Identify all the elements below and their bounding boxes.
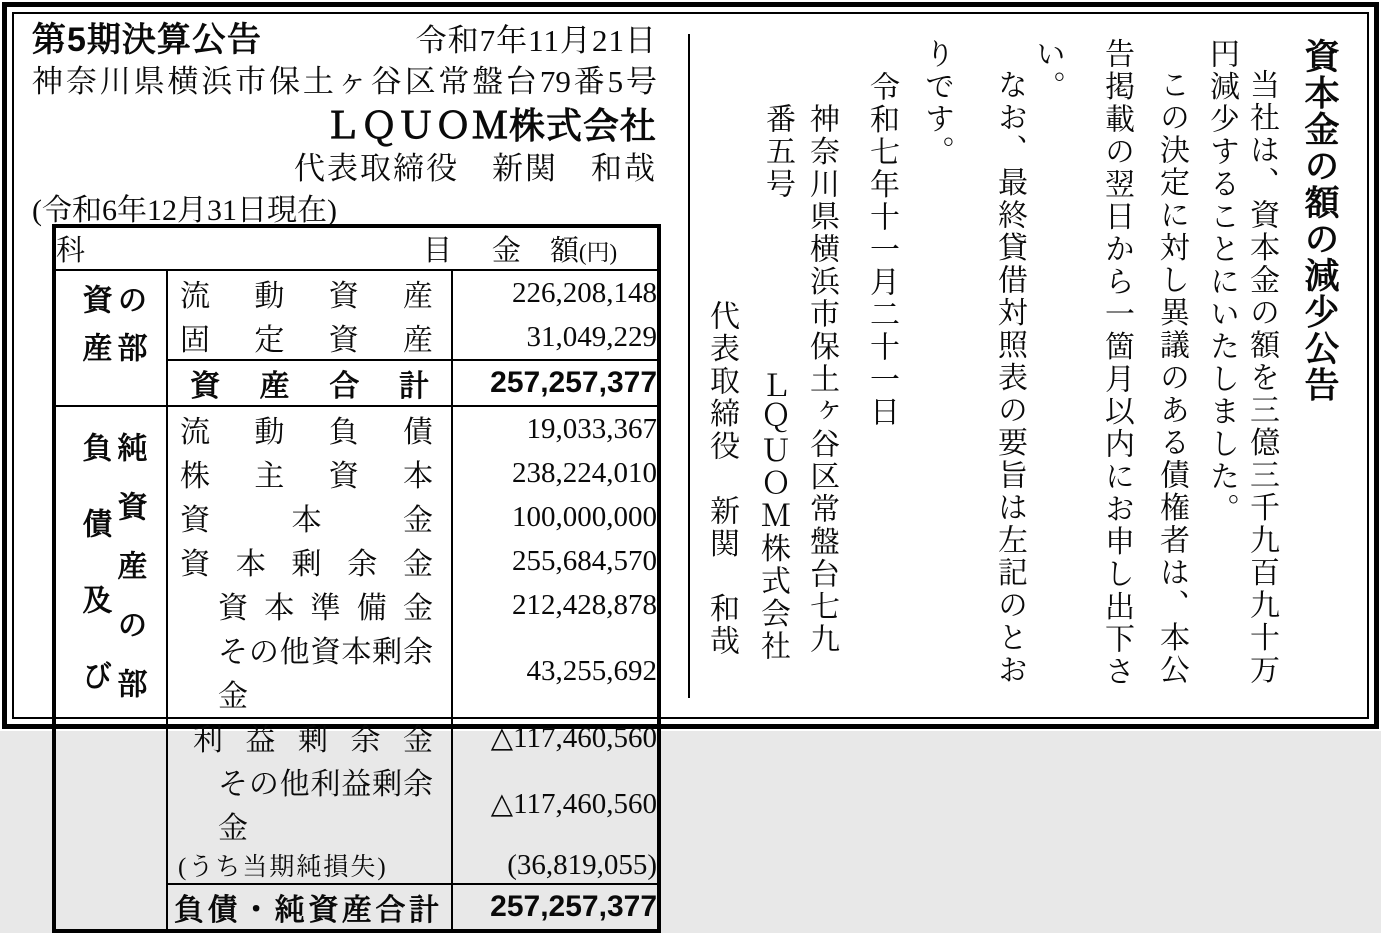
row-amount: 257,257,377 — [452, 360, 659, 406]
group-liab-col1: 負債及び — [77, 432, 111, 736]
title-row — [32, 12, 657, 59]
row-amount: (36,819,055) — [452, 847, 659, 884]
row-amount: △117,460,560 — [452, 759, 659, 847]
row-label: 資本準備金 — [218, 592, 434, 625]
header-amount — [452, 226, 659, 270]
row-amount: 19,033,367 — [452, 406, 659, 451]
publication-date: 令和7年11月21日 — [415, 23, 657, 58]
notice-line: この決定に対し異議のある債権者は、本公 — [1155, 69, 1188, 687]
row-amount: 43,255,692 — [452, 627, 659, 715]
group-liab-col2: 純資産の部 — [112, 432, 146, 727]
notice-representative: 代表取締役 新関 和哉 — [705, 300, 738, 658]
row-label: 固定資産 — [180, 324, 434, 357]
row-label: (うち当期純損失) — [178, 854, 388, 881]
row-label: その他利益剰余金 — [218, 768, 434, 845]
row-amount: 31,049,229 — [452, 315, 659, 360]
notice-heading: 資本金の額の減少公告 — [1300, 38, 1339, 403]
table-row — [54, 270, 659, 315]
row-label: 資本剰余金 — [180, 548, 434, 581]
row-label: 株主資本 — [180, 460, 434, 493]
notice-line: 当社は、資本金の額を三億三千九百九十万 — [1245, 69, 1278, 687]
notice-line: なお、最終貸借対照表の要旨は左記のとお — [993, 69, 1026, 687]
notice-date: 令和七年十一月二十一日 — [865, 71, 898, 429]
notice-address-line1: 神奈川県横浜市保土ヶ谷区常盤台七九 — [805, 103, 838, 656]
notice-line: い。 — [1031, 38, 1064, 103]
representative-name: 代表取締役 新関 和哉 — [294, 151, 657, 186]
row-label: 利益剰余金 — [193, 724, 434, 757]
row-label: 資本金 — [180, 504, 434, 537]
balance-sheet-table — [52, 224, 661, 933]
row-amount: △117,460,560 — [452, 715, 659, 759]
row-amount: 257,257,377 — [452, 884, 659, 931]
row-amount: 238,224,010 — [452, 451, 659, 495]
group-assets-col2: の部 — [112, 284, 146, 380]
row-amount: 226,208,148 — [452, 270, 659, 315]
company-address: 神奈川県横浜市保土ヶ谷区常盤台79番5号 — [32, 64, 657, 99]
row-label: 流動負債 — [167, 406, 452, 451]
header-item: 科目 — [54, 226, 452, 270]
row-label: 流動資産 — [180, 280, 434, 313]
company-name: ＬＱＵＯＭ株式会社 — [323, 105, 657, 146]
header-amount-unit: (円) — [578, 240, 618, 265]
caption-note: (令和6年12月31日現在) — [32, 194, 337, 227]
notice-company-name: ＬＱＵＯＭ株式会社 — [756, 370, 789, 663]
row-amount: 212,428,878 — [452, 583, 659, 627]
column-divider-rule — [688, 34, 690, 698]
row-label: 負債・純資産合計 — [167, 884, 452, 931]
group-assets-col1: 資産 — [77, 284, 111, 380]
balance-sheet-caption — [32, 185, 657, 227]
row-amount: 100,000,000 — [452, 495, 659, 539]
table-row — [54, 406, 659, 451]
table-header-row — [54, 226, 659, 270]
header-amount-label: 金 額 — [491, 235, 579, 267]
left-header-block — [32, 12, 657, 227]
row-label: その他資本剰余金 — [218, 636, 434, 713]
notice-address-line2: 番五号 — [761, 103, 794, 201]
notice-line: 告掲載の翌日から一箇月以内にお申し出下さ — [1100, 38, 1133, 688]
notice-line: 円減少することにいたしました。 — [1205, 38, 1238, 526]
group-liabilities-net-assets — [54, 406, 167, 931]
row-amount: 255,684,570 — [452, 539, 659, 583]
row-label: 資産合計 — [167, 360, 452, 406]
capital-reduction-notice — [700, 38, 1356, 710]
notice-line: りです。 — [920, 38, 953, 168]
group-assets — [54, 270, 167, 406]
settlement-title: 第5期決算公告 — [32, 21, 262, 59]
